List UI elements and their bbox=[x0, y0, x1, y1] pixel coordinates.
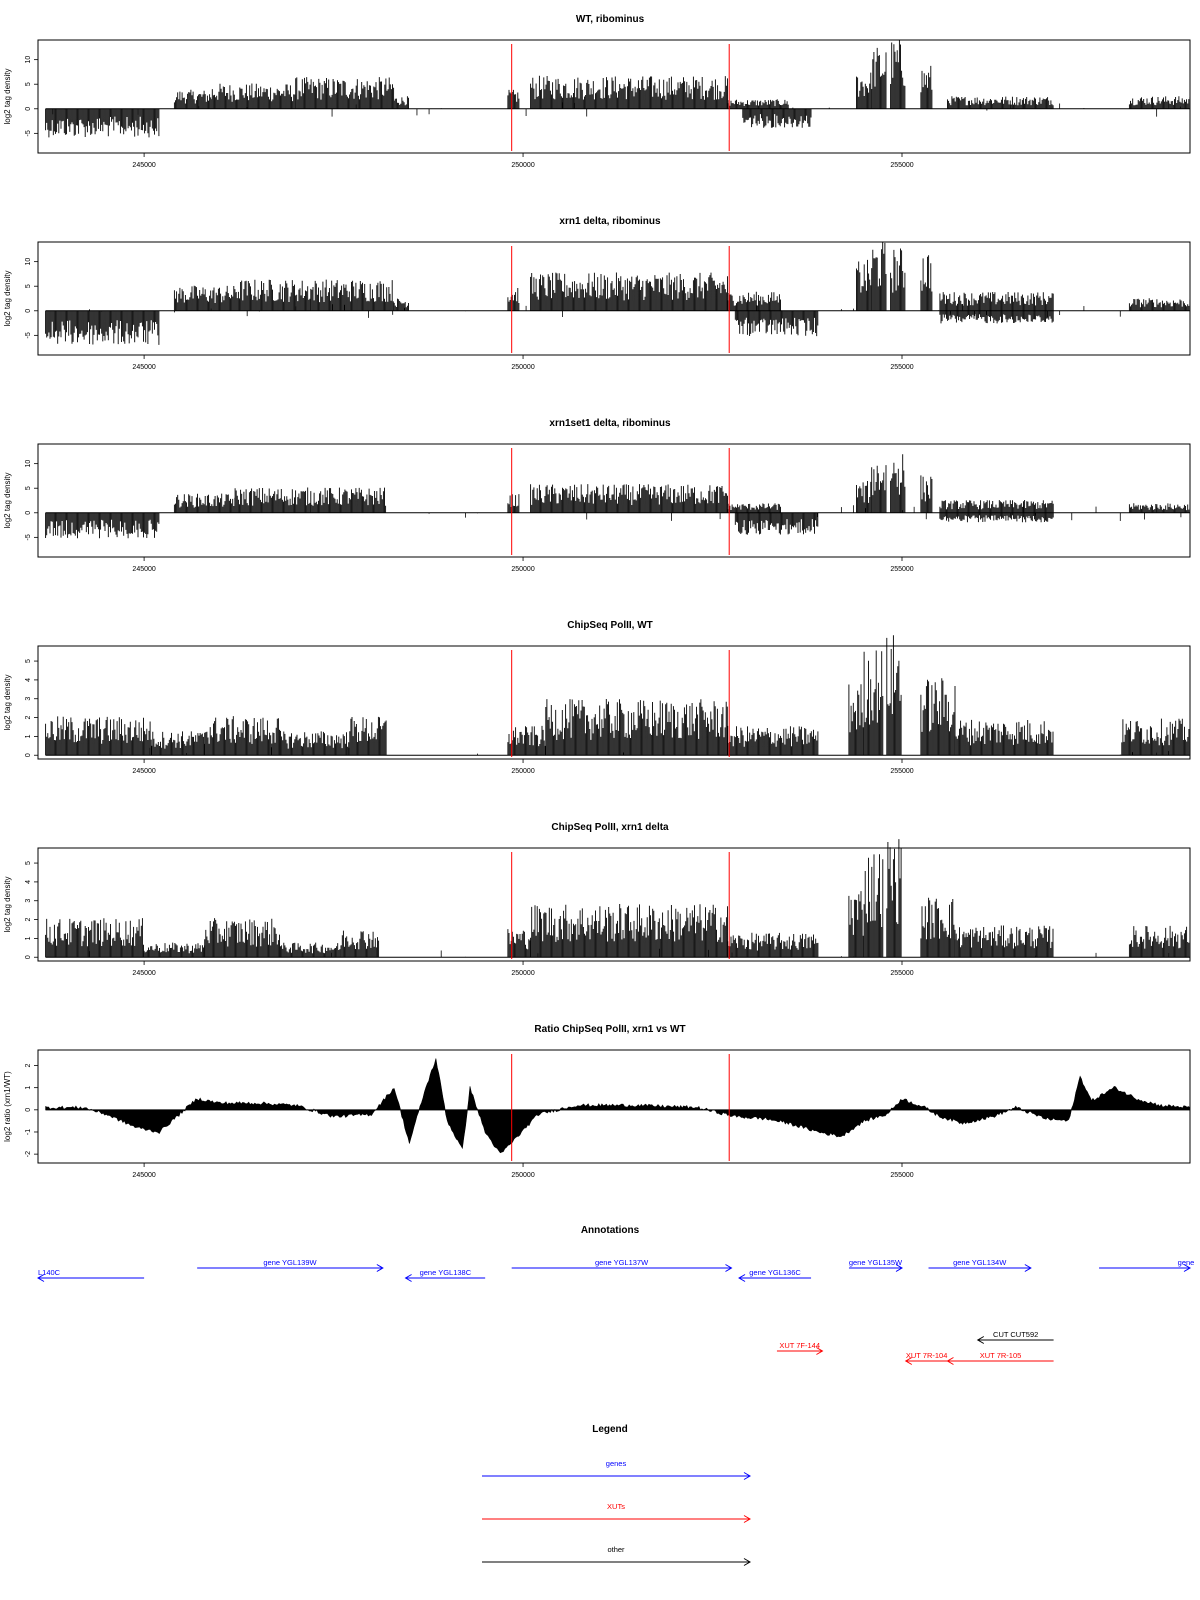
y-tick-label: -5 bbox=[25, 534, 32, 541]
density-region bbox=[311, 280, 394, 311]
feature-label: XUT 7R-104 bbox=[905, 1351, 948, 1360]
density-region bbox=[940, 513, 1053, 523]
track-panel bbox=[3, 418, 1190, 573]
density-region bbox=[743, 109, 811, 128]
density-region bbox=[508, 494, 519, 513]
density-region bbox=[46, 716, 152, 755]
annotation-feature bbox=[1099, 1258, 1194, 1272]
panel-title: ChipSeq PolII, xrn1 delta bbox=[551, 822, 669, 833]
x-tick-label: 255000 bbox=[890, 970, 914, 977]
y-tick-label: 5 bbox=[25, 486, 32, 491]
density-region bbox=[849, 684, 863, 755]
density-region bbox=[735, 311, 818, 336]
annotation-feature bbox=[978, 1330, 1054, 1344]
density-region bbox=[891, 40, 905, 109]
density-region bbox=[857, 260, 871, 311]
x-tick-label: 245000 bbox=[132, 970, 156, 977]
density-region bbox=[174, 286, 235, 311]
y-tick-label: 2 bbox=[25, 1063, 32, 1068]
density-region bbox=[394, 299, 408, 311]
density-region bbox=[887, 839, 901, 957]
y-tick-label: 4 bbox=[25, 677, 32, 682]
annotations-title: Annotations bbox=[580, 1225, 640, 1236]
density-region bbox=[1122, 719, 1190, 756]
feature-label: gene YGL135W bbox=[848, 1258, 903, 1267]
density-region bbox=[728, 933, 818, 957]
density-region bbox=[921, 475, 932, 512]
density-region bbox=[341, 931, 378, 958]
density-region bbox=[857, 481, 871, 513]
density-region bbox=[728, 503, 781, 512]
legend-items bbox=[482, 1459, 750, 1566]
track-panels bbox=[3, 14, 1190, 1179]
density-region bbox=[891, 454, 905, 513]
y-axis-label: log2 tag density bbox=[3, 270, 12, 327]
annotation-feature bbox=[406, 1268, 486, 1282]
legend-item bbox=[482, 1502, 750, 1523]
density-region bbox=[1129, 926, 1190, 957]
feature-label: gene YGL138C bbox=[419, 1268, 472, 1277]
annotation-feature bbox=[906, 1351, 948, 1365]
panel-title: xrn1 delta, ribominus bbox=[559, 216, 661, 227]
y-tick-label: 0 bbox=[25, 753, 32, 758]
density-region bbox=[152, 731, 205, 755]
y-tick-label: 5 bbox=[25, 82, 32, 87]
y-tick-label: 5 bbox=[25, 659, 32, 664]
density-region bbox=[940, 311, 1053, 324]
density-region bbox=[955, 926, 1053, 958]
x-tick-label: 250000 bbox=[511, 566, 535, 573]
annotation-feature bbox=[849, 1258, 903, 1272]
density-region bbox=[921, 678, 955, 755]
density-region bbox=[349, 717, 386, 755]
y-tick-label: 0 bbox=[25, 1107, 32, 1112]
density-region bbox=[1129, 503, 1190, 513]
density-region bbox=[205, 918, 280, 957]
density-region bbox=[872, 465, 886, 513]
y-tick-label: 1 bbox=[25, 1085, 32, 1090]
annotation-feature bbox=[739, 1268, 811, 1282]
x-tick-label: 250000 bbox=[511, 1172, 535, 1179]
track-panel bbox=[3, 216, 1190, 371]
y-tick-label: 0 bbox=[25, 955, 32, 960]
panel-title: WT, ribominus bbox=[575, 14, 645, 25]
density-region bbox=[311, 488, 386, 513]
density-region bbox=[948, 96, 1054, 109]
feature-label: gene YGL136C bbox=[749, 1268, 801, 1277]
density-region bbox=[235, 280, 310, 311]
density-region bbox=[921, 898, 955, 958]
density-region bbox=[235, 488, 310, 513]
feature-label: gene bbox=[1177, 1258, 1195, 1267]
density-region bbox=[174, 494, 235, 513]
annotation-features bbox=[38, 1258, 1194, 1365]
legend-title: Legend bbox=[592, 1424, 628, 1435]
legend-item bbox=[482, 1459, 750, 1480]
annotation-feature bbox=[929, 1258, 1031, 1272]
x-tick-label: 245000 bbox=[132, 768, 156, 775]
density-region bbox=[144, 943, 205, 958]
y-tick-label: 0 bbox=[25, 510, 32, 515]
y-tick-label: 0 bbox=[25, 106, 32, 111]
x-tick-label: 250000 bbox=[511, 162, 535, 169]
ratio-area bbox=[46, 1059, 1190, 1153]
density-region bbox=[46, 918, 144, 957]
legend-label: genes bbox=[605, 1459, 627, 1468]
density-region bbox=[531, 76, 728, 109]
density-region bbox=[864, 854, 883, 957]
legend-label: XUTs bbox=[607, 1502, 625, 1511]
density-region bbox=[891, 249, 905, 311]
feature-label: gene YGL137W bbox=[594, 1258, 649, 1267]
density-region bbox=[728, 99, 789, 109]
y-tick-label: 5 bbox=[25, 861, 32, 866]
density-region bbox=[940, 500, 1053, 513]
y-tick-label: 1 bbox=[25, 734, 32, 739]
annotation-feature bbox=[777, 1341, 822, 1355]
density-region bbox=[887, 635, 901, 755]
feature-label: XUT 7F-144 bbox=[779, 1341, 821, 1350]
density-region bbox=[46, 109, 159, 138]
density-region bbox=[212, 84, 294, 109]
density-region bbox=[940, 292, 1053, 311]
feature-label: XUT 7R-105 bbox=[979, 1351, 1022, 1360]
annotation-feature bbox=[512, 1258, 732, 1272]
density-region bbox=[394, 96, 408, 109]
annotation-feature bbox=[947, 1351, 1053, 1365]
track-panel bbox=[3, 14, 1190, 169]
track-panel bbox=[3, 1024, 1190, 1179]
y-axis-label: log2 tag density bbox=[3, 674, 12, 731]
density-region bbox=[849, 891, 863, 957]
feature-label: CUT CUT592 bbox=[993, 1330, 1039, 1339]
y-axis-label: log2 tag density bbox=[3, 876, 12, 933]
feature-label: gene YGL134W bbox=[953, 1258, 1007, 1267]
density-region bbox=[546, 699, 728, 755]
density-region bbox=[296, 77, 394, 109]
y-tick-label: -5 bbox=[25, 332, 32, 339]
track-panel bbox=[3, 620, 1190, 775]
density-region bbox=[1129, 298, 1190, 311]
panel-title: ChipSeq PolII, WT bbox=[567, 620, 653, 631]
y-tick-label: 1 bbox=[25, 936, 32, 941]
y-axis-label: log2 tag density bbox=[3, 472, 12, 529]
density-region bbox=[508, 726, 545, 755]
density-region bbox=[508, 288, 519, 311]
x-tick-label: 245000 bbox=[132, 364, 156, 371]
density-region bbox=[531, 484, 728, 513]
density-region bbox=[174, 90, 211, 109]
density-region bbox=[872, 48, 886, 109]
y-axis-label: log2 tag density bbox=[3, 68, 12, 125]
x-tick-label: 255000 bbox=[890, 566, 914, 573]
panel-title: Ratio ChipSeq PolII, xrn1 vs WT bbox=[534, 1024, 686, 1035]
density-region bbox=[864, 651, 883, 756]
legend-label: other bbox=[607, 1545, 625, 1554]
x-tick-label: 255000 bbox=[890, 364, 914, 371]
density-region bbox=[955, 720, 1053, 755]
y-tick-label: 2 bbox=[25, 917, 32, 922]
density-region bbox=[531, 273, 728, 311]
density-region bbox=[281, 731, 349, 755]
x-tick-label: 250000 bbox=[511, 768, 535, 775]
density-region bbox=[857, 73, 871, 109]
y-tick-label: -5 bbox=[25, 130, 32, 137]
density-region bbox=[46, 311, 159, 345]
density-region bbox=[728, 292, 781, 311]
y-tick-label: -1 bbox=[25, 1128, 32, 1136]
panel-title: xrn1set1 delta, ribominus bbox=[549, 418, 671, 429]
feature-label: L140C bbox=[38, 1268, 61, 1277]
feature-label: gene YGL139W bbox=[263, 1258, 317, 1267]
x-tick-label: 245000 bbox=[132, 566, 156, 573]
y-tick-label: 10 bbox=[25, 55, 32, 64]
y-tick-label: 3 bbox=[25, 696, 32, 701]
annotation-feature bbox=[38, 1268, 144, 1282]
density-region bbox=[735, 513, 818, 535]
density-region bbox=[921, 255, 932, 311]
density-region bbox=[921, 66, 932, 109]
y-tick-label: 5 bbox=[25, 284, 32, 289]
y-tick-label: 10 bbox=[25, 257, 32, 266]
density-region bbox=[46, 513, 159, 539]
density-region bbox=[508, 90, 519, 109]
y-tick-label: 4 bbox=[25, 879, 32, 884]
y-tick-label: 0 bbox=[25, 308, 32, 313]
track-panel bbox=[3, 822, 1190, 977]
x-tick-label: 255000 bbox=[890, 768, 914, 775]
y-axis-label: log2 ratio (xrn1/WT) bbox=[3, 1071, 12, 1142]
annotation-feature bbox=[197, 1258, 383, 1272]
x-tick-label: 245000 bbox=[132, 1172, 156, 1179]
legend-section bbox=[482, 1424, 750, 1566]
density-region bbox=[205, 716, 280, 755]
x-tick-label: 255000 bbox=[890, 1172, 914, 1179]
y-tick-label: 10 bbox=[25, 459, 32, 468]
x-tick-label: 250000 bbox=[511, 364, 535, 371]
annotations-section bbox=[38, 1225, 1194, 1365]
density-region bbox=[872, 242, 886, 311]
y-tick-label: 3 bbox=[25, 898, 32, 903]
density-region bbox=[531, 904, 728, 957]
y-tick-label: 2 bbox=[25, 715, 32, 720]
x-tick-label: 250000 bbox=[511, 970, 535, 977]
x-tick-label: 245000 bbox=[132, 162, 156, 169]
y-tick-label: -2 bbox=[25, 1151, 32, 1158]
x-tick-label: 255000 bbox=[890, 162, 914, 169]
density-region bbox=[728, 726, 818, 755]
legend-item bbox=[482, 1545, 750, 1566]
